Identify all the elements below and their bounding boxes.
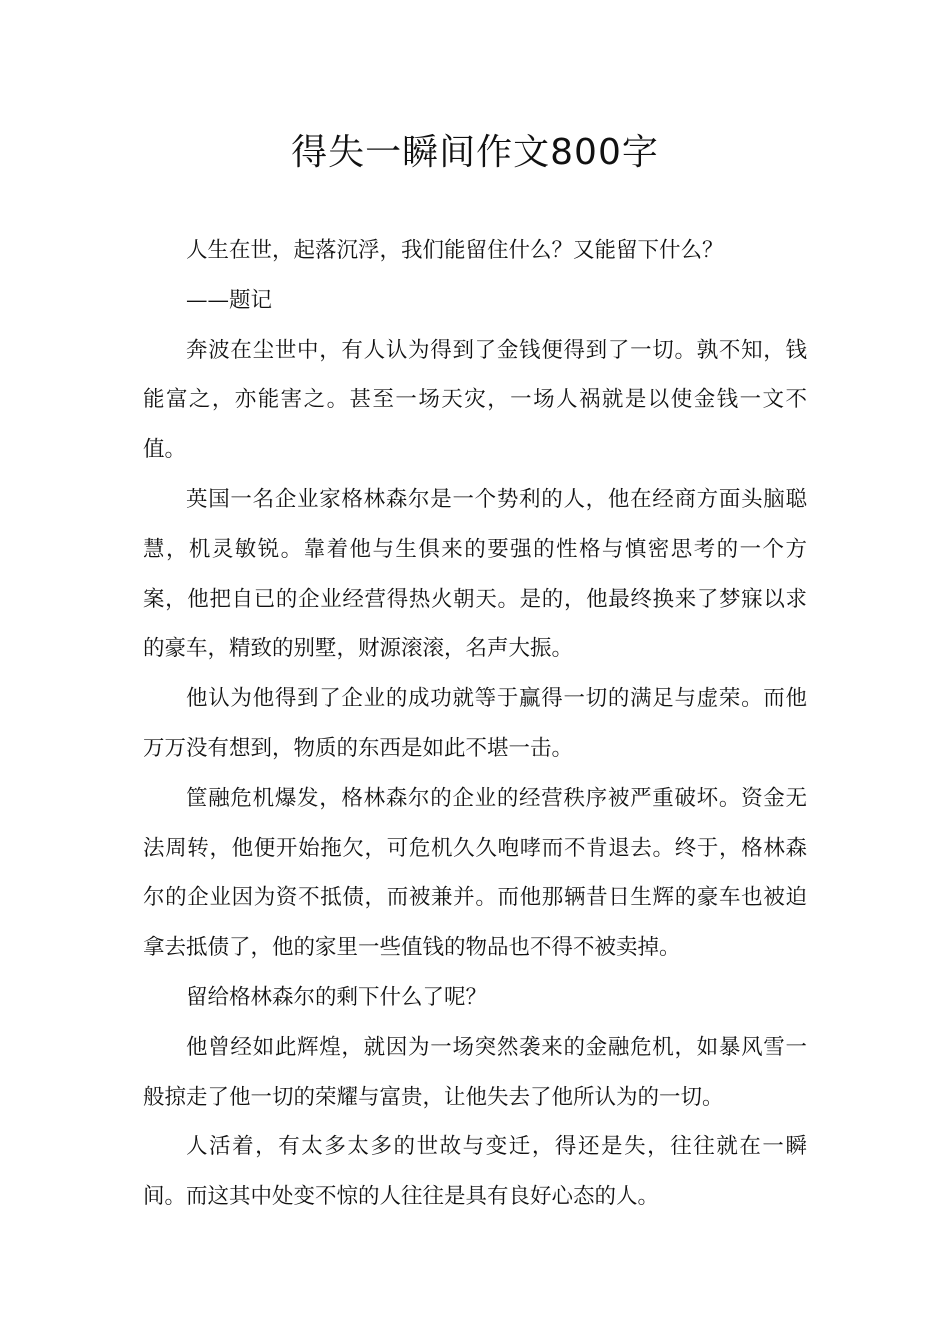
paragraph: 他认为他得到了企业的成功就等于赢得一切的满足与虚荣。而他万万没有想到，物质的东西是如此不堪一击。 [143,686,807,761]
paragraph: 英国一名企业家格林森尔是一个势利的人，他在经商方面头脑聪慧，机灵敏锐。靠着他与生俱来的要强的性格与慎密思考的一个方案，他把自已的企业经营得热火朝天。是的，他最终换来了梦寐以求的豪车，精致的别墅，财源滚滚，名声大振。 [143,486,807,662]
paragraph-epigraph: 人生在世，起落沉浮，我们能留住什么？又能留下什么？ [186,238,724,263]
paragraph: 留给格林森尔的剩下什么了呢？ [186,984,488,1010]
document-body [143,226,807,1222]
document-title: 得失一瞬间作文800字 [291,132,659,173]
paragraph: 他曾经如此辉煌，就因为一场突然袭来的金融危机，如暴风雪一般掠走了他一切的荣耀与富贵，让他失去了他所认为的一切。 [143,1034,807,1110]
paragraph: 奔波在尘世中，有人认为得到了金钱便得到了一切。孰不知，钱能富之，亦能害之。甚至一场天灾，一场人祸就是以使金钱一文不值。 [143,337,807,463]
paragraph: 人活着，有太多太多的世故与变迁，得还是失，往往就在一瞬间。而这其中处变不惊的人往往是具有良好心态的人。 [143,1134,807,1210]
paragraph-epigraph-attribution: ——题记 [186,287,273,313]
paragraph: 筐融危机爆发，格林森尔的企业的经营秩序被严重破坏。资金无法周转，他便开始拖欠，可危机久久咆哮而不肯退去。终于，格林森尔的企业因为资不抵债，而被兼并。而他那辆昔日生辉的豪车也被迫拿去抵债了，他的家里一些值钱的物品也不得不被卖掉。 [143,785,807,961]
